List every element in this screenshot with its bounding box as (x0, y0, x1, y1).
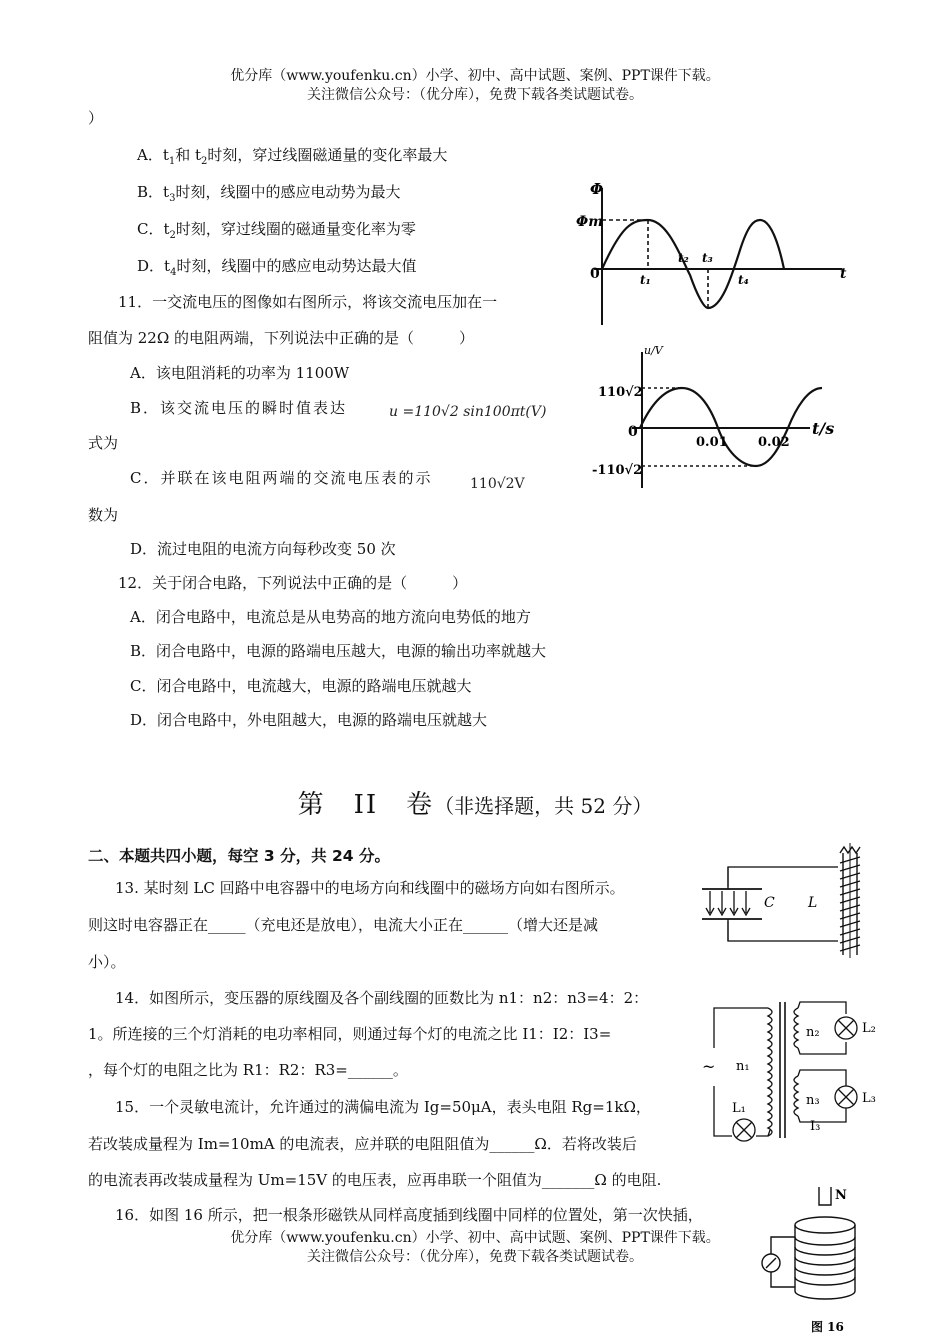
lc-circuit-diagram (700, 843, 875, 963)
lc-label-c: C (764, 895, 775, 911)
q12-stem: 12．关于闭合电路，下列说法中正确的是（ ） (118, 574, 468, 592)
q15-line-1: 15．一个灵敏电流计，允许通过的满偏电流为 Ig=50μA，表头电阻 Rg=1kΩ， (115, 1098, 651, 1116)
voltage-top-label: 110√2 (598, 385, 643, 400)
flux-t1: t₁ (640, 273, 651, 287)
transformer-l3: L₃ (862, 1091, 876, 1106)
q15-line-3: 的电流表再改装成量程为 Um=15V 的电压表，应再串联一个阻值为_______Ω 的电阻. (88, 1171, 662, 1189)
q11-option-b: B．该交流电压的瞬时值表达 (130, 399, 348, 417)
flux-t3: t₃ (702, 251, 713, 265)
q12-option-b: B．闭合电路中，电源的路端电压越大，电源的输出功率就越大 (130, 642, 547, 660)
q11-stem-1: 11．一交流电压的图像如右图所示，将该交流电压加在一 (118, 293, 498, 311)
transformer-n2: n₂ (806, 1025, 820, 1040)
q10-option-c: C．$t_2$时刻，穿过线圈的磁通量变化率为零 (137, 220, 416, 241)
q14-line-2: 1。所连接的三个灯消耗的电功率相同，则通过每个灯的电流之比 I1：I2：I3= (88, 1025, 612, 1043)
voltage-x-label: t/s (812, 419, 835, 438)
q11-option-c: C．并联在该电阻两端的交流电压表的示 (130, 469, 433, 487)
header-line-2: 关注微信公众号：（优分库），免费下载各类试题试卷。 (307, 87, 643, 103)
q11-option-a: A．该电阻消耗的功率为 1100W (130, 364, 350, 382)
flux-graph (572, 180, 862, 330)
voltage-tick-2: 0.02 (758, 435, 790, 450)
transformer-i3: I₃ (810, 1119, 821, 1134)
transformer-ac-symbol: ~ (702, 1057, 716, 1076)
q11-option-d: D．流过电阻的电流方向每秒改变 50 次 (130, 540, 396, 558)
voltage-origin: 0 (628, 424, 638, 440)
q10-option-b: B．$t_3$时刻，线圈中的感应电动势为最大 (137, 183, 401, 204)
header-line-1: 优分库（www.youfenku.cn）小学、初中、高中试题、案例、PPT课件下载。 (230, 68, 720, 84)
transformer-l2: L₂ (862, 1021, 876, 1036)
transformer-n3: n₃ (806, 1093, 820, 1108)
q12-option-c: C．闭合电路中，电流越大，电源的路端电压就越大 (130, 677, 472, 695)
footer-line-2: 关注微信公众号：（优分库），免费下载各类试题试卷。 (307, 1249, 643, 1265)
flux-peak-label: Φm (576, 214, 604, 230)
q11-option-c-formula: 110√2V (470, 476, 525, 492)
voltage-y-label: u/V (644, 344, 663, 357)
q11-option-b-cont: 式为 (88, 434, 119, 452)
q12-option-a: A．闭合电路中，电流总是从电势高的地方流向电势低的地方 (130, 608, 531, 626)
voltage-bottom-label: -110√2 (592, 463, 643, 478)
flux-t2: t₂ (678, 251, 689, 265)
q14-line-3: ，每个灯的电阻之比为 R1：R2：R3=______。 (88, 1061, 408, 1079)
q13-line-2: 则这时电容器正在_____（充电还是放电），电流大小正在______（增大还是减 (88, 916, 599, 934)
figure-16-magnet-n: N (835, 1188, 847, 1203)
q10-option-d: D．$t_4$时刻，线圈中的感应电动势达最大值 (137, 257, 417, 278)
q13-line-1: 13. 某时刻 LC 回路中电容器中的电场方向和线圈中的磁场方向如右图所示。 (115, 879, 625, 897)
q16-line-1: 16．如图 16 所示，把一根条形磁铁从同样高度插到线圈中同样的位置处，第一次快插， (115, 1206, 703, 1224)
flux-x-label: t (840, 266, 847, 282)
part-2-title: 第 II 卷（非选择题，共 52 分） (297, 790, 653, 820)
footer-line-1: 优分库（www.youfenku.cn）小学、初中、高中试题、案例、PPT课件下载。 (230, 1230, 720, 1246)
transformer-l1: L₁ (732, 1101, 746, 1116)
q10-tail: ） (88, 109, 104, 127)
q12-option-d: D．闭合电路中，外电阻越大，电源的路端电压就越大 (130, 711, 488, 729)
figure-16-caption: 图 16 (811, 1320, 844, 1334)
lc-label-l: L (808, 895, 818, 911)
q15-line-2: 若改装成量程为 Im=10mA 的电流表，应并联的电阻阻值为______Ω．若将改装后 (88, 1135, 637, 1153)
q10-option-a: A．$t_1$和 $t_2$时刻，穿过线圈磁通量的变化率最大 (137, 146, 448, 167)
flux-y-label: Φ (590, 180, 604, 198)
voltage-tick-1: 0.01 (696, 435, 728, 450)
q14-line-1: 14．如图所示，变压器的原线圈及各个副线圈的匝数比为 n1：n2：n3=4：2： (115, 989, 649, 1007)
flux-t4: t₄ (738, 273, 749, 287)
voltage-graph (592, 346, 842, 494)
q11-option-c-cont: 数为 (88, 506, 119, 524)
q11-stem-2: 阻值为 22Ω 的电阻两端，下列说法中正确的是（ ） (88, 329, 475, 347)
transformer-diagram (700, 998, 890, 1148)
section-2-heading: 二、本题共四小题，每空 3 分，共 24 分。 (88, 847, 390, 865)
transformer-n1: n₁ (736, 1059, 750, 1074)
flux-origin: 0 (590, 266, 600, 282)
q13-line-3: 小）。 (88, 953, 126, 971)
q11-option-b-formula: u =110√2 sin100πt(V) (389, 404, 547, 420)
